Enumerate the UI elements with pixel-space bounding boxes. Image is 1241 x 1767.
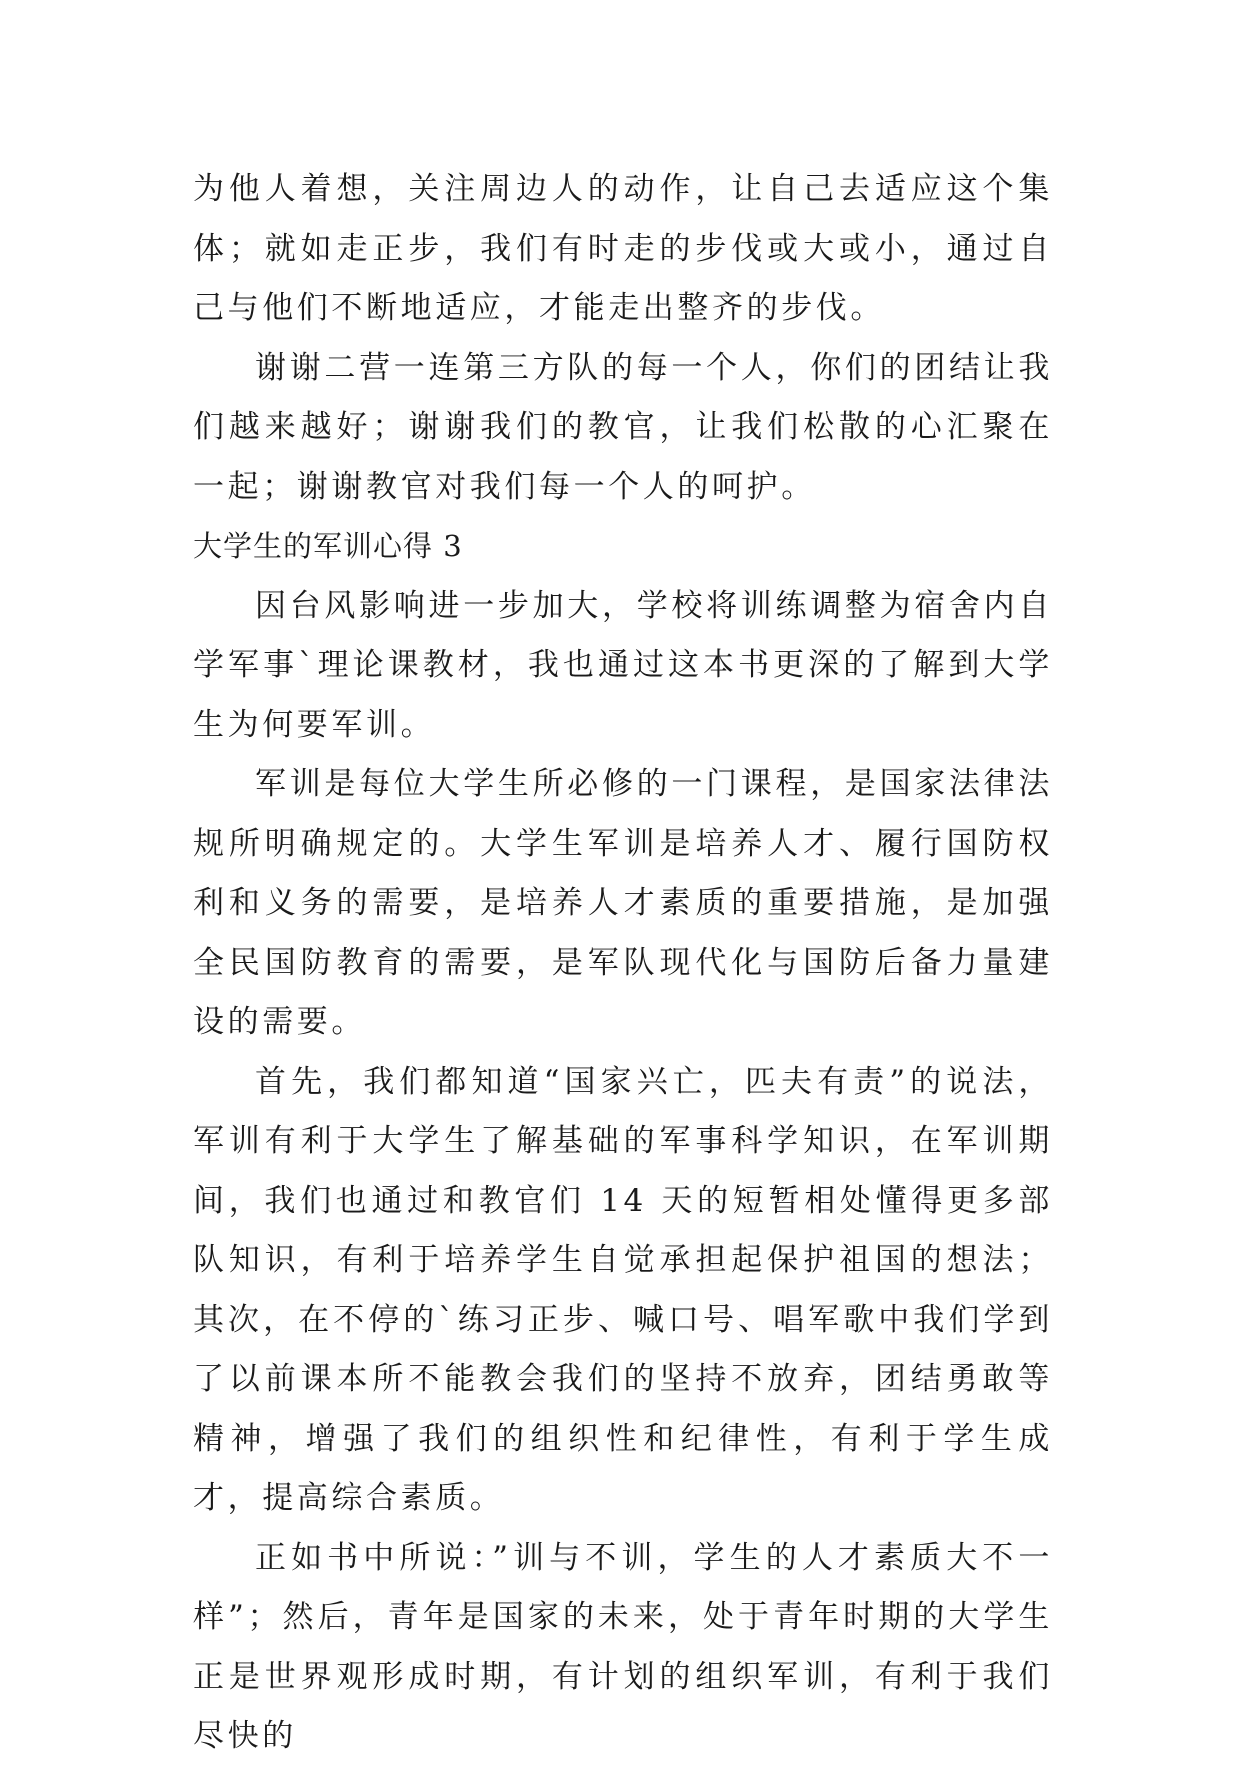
paragraph-thanks: 谢谢二营一连第三方队的每一个人，你们的团结让我们越来越好；谢谢我们的教官，让我们松散的心汇聚在一起；谢谢教官对我们每一个人的呵护。	[193, 349, 1053, 505]
document-body	[193, 160, 1053, 1767]
section-heading: 大学生的军训心得 3	[193, 529, 463, 563]
paragraph-military-course: 军训是每位大学生所必修的一门课程，是国家法律法规所明确规定的。大学生军训是培养人才、履行国防权利和义务的需要，是培养人才素质的重要措施，是加强全民国防教育的需要，是军队现代化与国防后备力量建设的需要。	[193, 766, 1053, 1040]
paragraph-firstly: 首先，我们都知道“国家兴亡，匹夫有责”的说法，军训有利于大学生了解基础的军事科学知识，在军训期间，我们也通过和教官们 14 天的短暂相处懂得更多部队知识，有利于培养学生自觉承担起保护祖国的想法；其次，在不停的`练习正步、喊口号、唱军歌中我们学到了以前课本所不能教会我们的坚持不放弃，团结勇敢等精神，增强了我们的组织性和纪律性，有利于学生成才，提高综合素质。	[193, 1063, 1053, 1516]
paragraph-typhoon: 因台风影响进一步加大，学校将训练调整为宿舍内自学军事`理论课教材，我也通过这本书更深的了解到大学生为何要军训。	[193, 587, 1053, 743]
paragraph-as-book-says: 正如书中所说：”训与不训，学生的人才素质大不一样”；然后，青年是国家的未来，处于青年时期的大学生正是世界观形成时期，有计划的组织军训，有利于我们尽快的	[193, 1539, 1053, 1754]
paragraph-continuation: 为他人着想，关注周边人的动作，让自己去适应这个集体；就如走正步，我们有时走的步伐或大或小，通过自己与他们不断地适应，才能走出整齐的步伐。	[193, 171, 1053, 326]
